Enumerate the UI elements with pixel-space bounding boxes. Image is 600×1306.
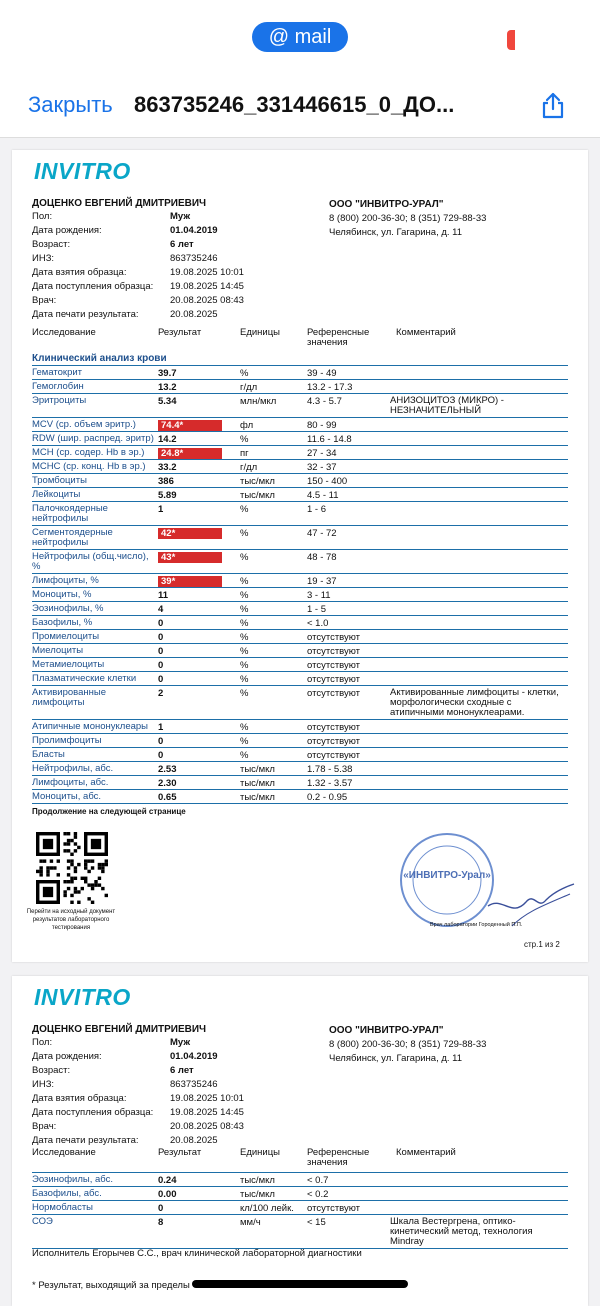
- row-result: 0: [158, 646, 164, 657]
- row-name: Моноциты, %: [32, 589, 92, 600]
- info-key: Дата поступления образца:: [32, 1107, 154, 1118]
- row-unit: тыс/мкл: [240, 476, 275, 487]
- table-row: [32, 460, 568, 474]
- header-study: Исследование: [32, 1147, 96, 1158]
- row-ref: 47 - 72: [307, 528, 337, 539]
- row-unit: %: [240, 632, 249, 643]
- header-comment: Комментарий: [396, 1147, 456, 1158]
- table-row: [32, 550, 568, 574]
- table-body: [32, 366, 568, 804]
- info-value: 6 лет: [170, 1065, 194, 1076]
- table-row: [32, 488, 568, 502]
- table-row: [32, 686, 568, 720]
- row-name: СОЭ: [32, 1216, 53, 1227]
- table-row: [32, 790, 568, 804]
- row-unit: %: [240, 504, 249, 515]
- row-unit: %: [240, 604, 249, 615]
- info-key: Пол:: [32, 211, 53, 222]
- redaction-bar: [192, 1280, 408, 1288]
- row-result: 0.00: [158, 1189, 177, 1200]
- table-row: [32, 574, 568, 588]
- row-ref: отсутствуют: [307, 722, 361, 733]
- row-name: Тромбоциты: [32, 475, 87, 486]
- table-row: [32, 644, 568, 658]
- row-ref: 39 - 49: [307, 368, 337, 379]
- info-value: 01.04.2019: [170, 225, 218, 236]
- row-name: Плазматические клетки: [32, 673, 137, 684]
- info-value: 20.08.2025: [170, 309, 218, 320]
- header-ref: Референсные значения: [307, 1147, 370, 1168]
- row-ref: 19 - 37: [307, 576, 337, 587]
- info-value: 01.04.2019: [170, 1051, 218, 1062]
- report-page-1: [12, 150, 588, 962]
- row-result: 2.30: [158, 778, 177, 789]
- row-unit: пг: [240, 448, 249, 459]
- row-name: Гематокрит: [32, 367, 83, 378]
- table-row: [32, 734, 568, 748]
- row-ref: отсутствуют: [307, 632, 361, 643]
- lab-address: Челябинск, ул. Гагарина, д. 11: [329, 227, 463, 238]
- info-key: Врач:: [32, 295, 57, 306]
- row-ref: 48 - 78: [307, 552, 337, 563]
- row-result: 0: [158, 736, 164, 747]
- table-row: [32, 602, 568, 616]
- row-name: Промиелоциты: [32, 631, 100, 642]
- patient-info: [32, 210, 244, 322]
- info-row: [32, 308, 244, 322]
- patient-name: ДОЦЕНКО ЕВГЕНИЙ ДМИТРИЕВИЧ: [32, 1024, 207, 1035]
- row-unit: %: [240, 688, 249, 699]
- row-unit: %: [240, 736, 249, 747]
- row-name: Палочкоядерные нейтрофилы: [32, 503, 108, 524]
- info-value: Муж: [170, 1037, 191, 1048]
- row-result: 2: [158, 688, 164, 699]
- info-row: [32, 224, 244, 238]
- row-unit: тыс/мкл: [240, 490, 275, 501]
- info-key: Дата рождения:: [32, 1051, 102, 1062]
- info-key: Пол:: [32, 1037, 53, 1048]
- row-name: Бласты: [32, 749, 65, 760]
- row-name: Пролимфоциты: [32, 735, 102, 746]
- lab-info: [329, 198, 486, 240]
- row-ref: 1.32 - 3.57: [307, 778, 353, 789]
- lab-info: [329, 1024, 486, 1066]
- row-result: 0.24: [158, 1175, 177, 1186]
- executor-note: Исполнитель Егорычев С.С., врач клинической лабораторной диагностики: [32, 1248, 362, 1259]
- row-ref: 11.6 - 14.8: [307, 434, 352, 445]
- row-name: Нейтрофилы, абс.: [32, 763, 114, 774]
- section-title: Клинический анализ крови: [32, 352, 568, 366]
- row-name: Моноциты, абс.: [32, 791, 102, 802]
- row-result: 24.8*: [158, 448, 222, 459]
- info-value: 19.08.2025 10:01: [170, 267, 244, 278]
- row-comment: Активированные лимфоциты - клетки, морфологически сходные с атипичными мононуклеарами.: [390, 687, 559, 718]
- row-ref: 27 - 34: [307, 448, 337, 459]
- qr-code[interactable]: [36, 832, 108, 904]
- row-ref: отсутствуют: [307, 646, 361, 657]
- info-value: 20.08.2025: [170, 1135, 218, 1146]
- info-key: Дата взятия образца:: [32, 1093, 127, 1104]
- results-table: [32, 1172, 568, 1249]
- row-ref: 1 - 6: [307, 504, 327, 515]
- row-ref: 32 - 37: [307, 462, 337, 473]
- info-row: [32, 238, 244, 252]
- header-result: Результат: [158, 1147, 202, 1158]
- row-result: 5.34: [158, 396, 177, 407]
- info-row: [32, 1106, 244, 1120]
- row-result: 43*: [158, 552, 222, 563]
- info-row: [32, 266, 244, 280]
- table-row: [32, 588, 568, 602]
- row-result: 0: [158, 618, 164, 629]
- row-ref: 4.3 - 5.7: [307, 396, 342, 407]
- header-comment: Комментарий: [396, 327, 456, 338]
- info-value: 19.08.2025 10:01: [170, 1093, 244, 1104]
- lab-name: ООО "ИНВИТРО-УРАЛ": [329, 199, 444, 210]
- table-row: [32, 630, 568, 644]
- row-result: 0.65: [158, 792, 177, 803]
- table-row: [32, 474, 568, 488]
- nav-bar: [0, 72, 600, 138]
- info-key: Дата взятия образца:: [32, 267, 127, 278]
- table-row: [32, 1187, 568, 1201]
- info-value: 19.08.2025 14:45: [170, 281, 244, 292]
- patient-name: ДОЦЕНКО ЕВГЕНИЙ ДМИТРИЕВИЧ: [32, 198, 207, 209]
- share-icon[interactable]: [538, 90, 568, 120]
- table-row: [32, 432, 568, 446]
- document-title: 863735246_331446615_0_ДО...: [134, 92, 455, 117]
- row-unit: тыс/мкл: [240, 792, 275, 803]
- info-key: Возраст:: [32, 239, 71, 250]
- table-row: [32, 1215, 568, 1249]
- header-units: Единицы: [240, 327, 281, 338]
- table-row: [32, 446, 568, 460]
- row-result: 39*: [158, 576, 222, 587]
- row-name: Активированные лимфоциты: [32, 687, 107, 708]
- row-comment: АНИЗОЦИТОЗ (МИКРО) - НЕЗНАЧИТЕЛЬНЫЙ: [390, 395, 504, 416]
- row-ref: < 15: [307, 1217, 326, 1228]
- invitro-logo: INVITRO: [34, 984, 131, 1010]
- info-value: 6 лет: [170, 239, 194, 250]
- row-result: 13.2: [158, 382, 177, 393]
- table-row: [32, 748, 568, 762]
- table-row: [32, 366, 568, 380]
- info-key: Дата печати результата:: [32, 309, 139, 320]
- table-row: [32, 526, 568, 550]
- mail-label: mail: [294, 26, 332, 48]
- row-unit: млн/мкл: [240, 396, 277, 407]
- row-result: 33.2: [158, 462, 177, 473]
- row-unit: мм/ч: [240, 1217, 261, 1228]
- row-name: Нормобласты: [32, 1202, 94, 1213]
- info-value: 20.08.2025 08:43: [170, 1121, 244, 1132]
- row-ref: 4.5 - 11: [307, 490, 339, 501]
- results-table: [32, 352, 568, 804]
- row-name: Миелоциты: [32, 645, 84, 656]
- table-row: [32, 616, 568, 630]
- row-result: 39.7: [158, 368, 177, 379]
- row-name: MCH (ср. содер. Hb в эр.): [32, 447, 145, 458]
- row-name: MCV (ср. объем эритр.): [32, 419, 136, 430]
- info-row: [32, 1064, 244, 1078]
- info-value: Муж: [170, 211, 191, 222]
- footnote: * Результат, выходящий за пределы: [32, 1280, 190, 1291]
- continued-note: Продолжение на следующей странице: [32, 807, 186, 816]
- row-result: 2.53: [158, 764, 177, 775]
- row-name: Нейтрофилы (общ.число), %: [32, 551, 149, 572]
- row-name: Атипичные мононуклеары: [32, 721, 149, 732]
- header-units: Единицы: [240, 1147, 281, 1158]
- table-header: [32, 1148, 568, 1170]
- info-key: ИНЗ:: [32, 1079, 55, 1090]
- table-row: [32, 720, 568, 734]
- lab-phones: 8 (800) 200-36-30; 8 (351) 729-88-33: [329, 1039, 487, 1050]
- info-key: Дата поступления образца:: [32, 281, 154, 292]
- table-row: [32, 502, 568, 526]
- info-row: [32, 1120, 244, 1134]
- info-value: 863735246: [170, 253, 218, 264]
- row-result: 14.2: [158, 434, 177, 445]
- row-name: Гемоглобин: [32, 381, 84, 392]
- info-key: Возраст:: [32, 1065, 71, 1076]
- table-body: [32, 1173, 568, 1249]
- row-ref: отсутствуют: [307, 660, 361, 671]
- row-unit: %: [240, 750, 249, 761]
- close-button[interactable]: Закрыть: [28, 92, 113, 117]
- recording-indicator: [507, 30, 515, 50]
- row-ref: 0.2 - 0.95: [307, 792, 348, 803]
- status-bar: [0, 0, 600, 72]
- row-unit: %: [240, 674, 249, 685]
- row-result: 1: [158, 504, 164, 515]
- row-ref: 150 - 400: [307, 476, 348, 487]
- lab-phones: 8 (800) 200-36-30; 8 (351) 729-88-33: [329, 213, 487, 224]
- row-result: 0: [158, 1203, 164, 1214]
- row-name: RDW (шир. распред. эритр): [32, 433, 154, 444]
- row-ref: < 0.2: [307, 1189, 329, 1200]
- row-unit: %: [240, 368, 249, 379]
- row-comment: Шкала Вестергрена, оптико-кинетический метод, технология Mindray: [390, 1216, 533, 1247]
- row-ref: отсутствуют: [307, 750, 361, 761]
- table-row: [32, 762, 568, 776]
- table-row: [32, 1173, 568, 1187]
- row-ref: < 1.0: [307, 618, 329, 629]
- table-row: [32, 658, 568, 672]
- row-result: 74.4*: [158, 420, 222, 431]
- row-name: Лимфоциты, %: [32, 575, 99, 586]
- row-name: MCHC (ср. конц. Hb в эр.): [32, 461, 146, 472]
- row-ref: отсутствуют: [307, 736, 361, 747]
- info-row: [32, 280, 244, 294]
- row-unit: %: [240, 646, 249, 657]
- info-row: [32, 1092, 244, 1106]
- table-row: [32, 394, 568, 418]
- row-name: Лимфоциты, абс.: [32, 777, 109, 788]
- patient-info: [32, 1036, 244, 1148]
- row-unit: кл/100 лейк.: [240, 1203, 294, 1214]
- row-name: Базофилы, %: [32, 617, 93, 628]
- row-unit: %: [240, 576, 249, 587]
- table-header: [32, 328, 568, 350]
- row-result: 5.89: [158, 490, 177, 501]
- table-row: [32, 380, 568, 394]
- stamp-text: «ИНВИТРО-Урал»: [403, 870, 491, 881]
- row-ref: 80 - 99: [307, 420, 337, 431]
- header-study: Исследование: [32, 327, 96, 338]
- row-ref: < 0.7: [307, 1175, 329, 1186]
- table-row: [32, 1201, 568, 1215]
- lab-name: ООО "ИНВИТРО-УРАЛ": [329, 1025, 444, 1036]
- header-ref: Референсные значения: [307, 327, 370, 348]
- row-unit: тыс/мкл: [240, 1175, 275, 1186]
- row-name: Эозинофилы, %: [32, 603, 104, 614]
- doctor-note: Врач лаборатории Городенный П.П.: [430, 922, 523, 928]
- row-name: Эритроциты: [32, 395, 87, 406]
- row-result: 11: [158, 590, 169, 601]
- mail-badge[interactable]: @ mail: [252, 22, 348, 52]
- row-unit: г/дл: [240, 382, 258, 393]
- row-result: 8: [158, 1217, 164, 1228]
- qr-caption: Перейти на исходный документ результатов лабораторного тестирования: [26, 909, 116, 931]
- row-name: Эозинофилы, абс.: [32, 1174, 113, 1185]
- row-unit: г/дл: [240, 462, 258, 473]
- header-result: Результат: [158, 327, 202, 338]
- row-unit: %: [240, 722, 249, 733]
- info-key: Врач:: [32, 1121, 57, 1132]
- info-key: Дата печати результата:: [32, 1135, 139, 1146]
- row-unit: %: [240, 618, 249, 629]
- row-unit: тыс/мкл: [240, 778, 275, 789]
- row-unit: тыс/мкл: [240, 764, 275, 775]
- info-value: 20.08.2025 08:43: [170, 295, 244, 306]
- invitro-logo: INVITRO: [34, 158, 131, 184]
- row-result: 42*: [158, 528, 222, 539]
- lab-address: Челябинск, ул. Гагарина, д. 11: [329, 1053, 463, 1064]
- row-unit: тыс/мкл: [240, 1189, 275, 1200]
- row-ref: 13.2 - 17.3: [307, 382, 353, 393]
- row-result: 386: [158, 476, 174, 487]
- row-unit: %: [240, 552, 249, 563]
- row-unit: %: [240, 590, 249, 601]
- row-result: 4: [158, 604, 164, 615]
- info-row: [32, 1050, 244, 1064]
- row-ref: отсутствуют: [307, 688, 361, 699]
- row-ref: отсутствуют: [307, 1203, 361, 1214]
- row-name: Базофилы, абс.: [32, 1188, 102, 1199]
- report-page-2: [12, 976, 588, 1306]
- info-value: 863735246: [170, 1079, 218, 1090]
- table-row: [32, 672, 568, 686]
- row-name: Лейкоциты: [32, 489, 81, 500]
- info-row: [32, 1078, 244, 1092]
- row-ref: 1.78 - 5.38: [307, 764, 353, 775]
- row-unit: %: [240, 528, 249, 539]
- row-ref: 1 - 5: [307, 604, 327, 615]
- info-row: [32, 210, 244, 224]
- info-row: [32, 252, 244, 266]
- row-result: 0: [158, 632, 164, 643]
- row-unit: %: [240, 660, 249, 671]
- info-value: 19.08.2025 14:45: [170, 1107, 244, 1118]
- row-result: 0: [158, 660, 164, 671]
- row-name: Сегментоядерные нейтрофилы: [32, 527, 113, 548]
- info-row: [32, 1036, 244, 1050]
- row-unit: фл: [240, 420, 254, 431]
- row-result: 1: [158, 722, 164, 733]
- info-key: ИНЗ:: [32, 253, 55, 264]
- info-row: [32, 294, 244, 308]
- row-unit: %: [240, 434, 249, 445]
- row-result: 0: [158, 750, 164, 761]
- row-ref: 3 - 11: [307, 590, 331, 601]
- info-row: [32, 1134, 244, 1148]
- table-row: [32, 418, 568, 432]
- page-number: стр.1 из 2: [524, 940, 560, 949]
- row-result: 0: [158, 674, 164, 685]
- row-ref: отсутствуют: [307, 674, 361, 685]
- row-name: Метамиелоциты: [32, 659, 105, 670]
- table-row: [32, 776, 568, 790]
- info-key: Дата рождения:: [32, 225, 102, 236]
